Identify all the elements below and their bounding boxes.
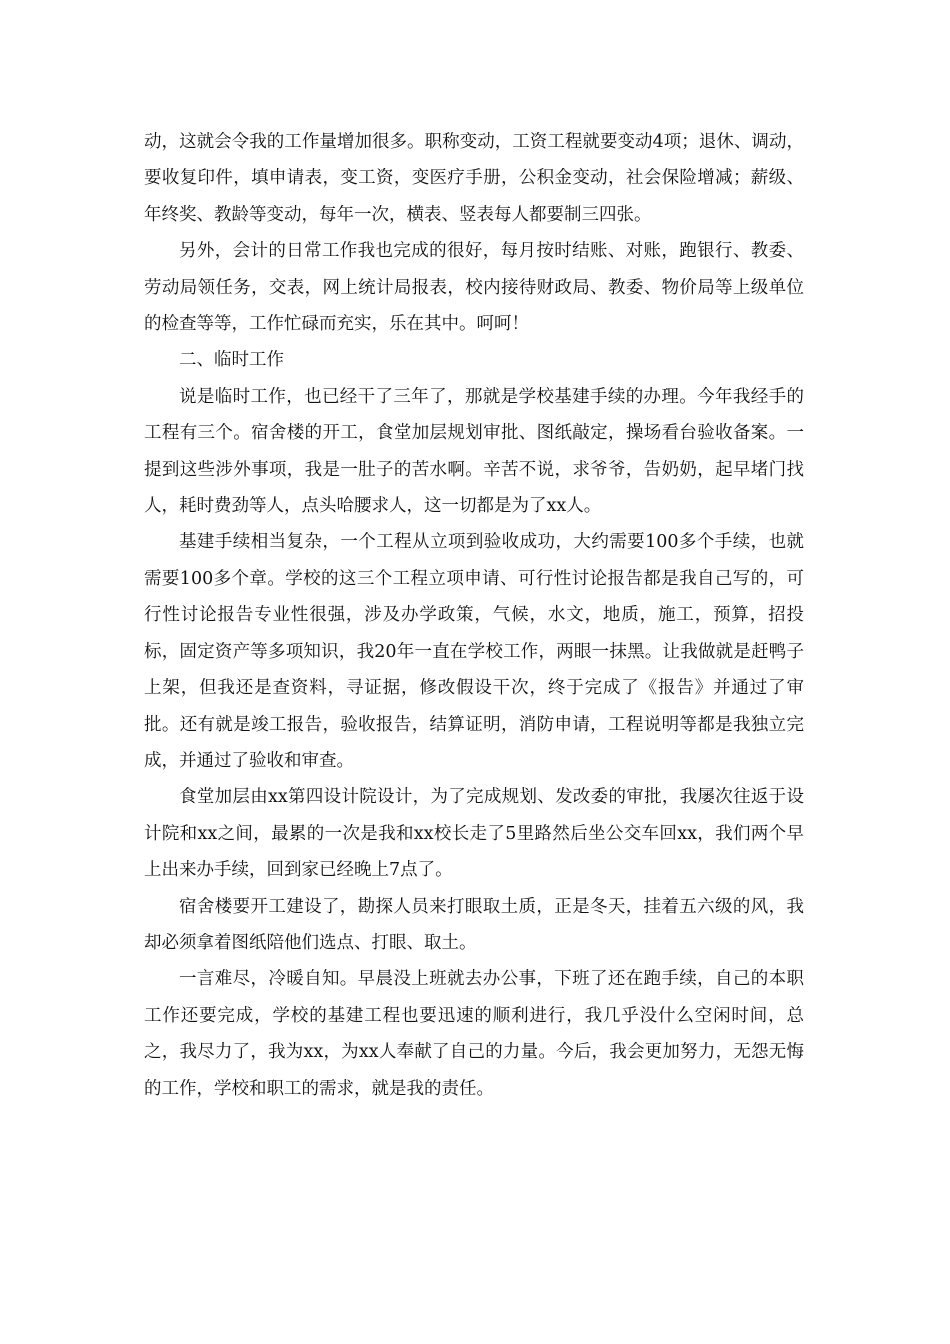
paragraph-accounting: 另外，会计的日常工作我也完成的很好，每月按时结账、对账，跑银行、教委、劳动局领任务，交表，网上统计局报表，校内接待财政局、教委、物价局等上级单位的检查等等，工作忙碌而充实，乐在其中。呵呵！ [144, 241, 804, 335]
document-body [144, 124, 804, 1107]
paragraph-temporary-work: 说是临时工作，也已经干了三年了，那就是学校基建手续的办理。今年我经手的工程有三个。宿舍楼的开工，食堂加层规划审批、图纸敲定，操场看台验收备案。一提到这些涉外事项，我是一肚子的苦水啊。辛苦不说，求爷爷，告奶奶，起早堵门找人，耗时费劲等人，点头哈腰求人，这一切都是为了xx人。 [144, 386, 804, 517]
paragraph-conclusion: 一言难尽，冷暖自知。早晨没上班就去办公事，下班了还在跑手续，自己的本职工作还要完成，学校的基建工程也要迅速的顺利进行，我几乎没什么空闲时间，总之，我尽力了，我为xx，为xx人奉献了自己的力量。今后，我会更加努力，无怨无悔的工作，学校和职工的需求，就是我的责任。 [144, 969, 804, 1099]
section-heading: 二、临时工作 [179, 350, 284, 371]
paragraph-continuation: 动，这就会令我的工作量增加很多。职称变动，工资工程就要变动4项；退休、调动，要收复印件，填申请表，变工资，变医疗手册，公积金变动，社会保险增减；薪级、年终奖、教龄等变动，每年一次，横表、竖表每人都要制三四张。 [144, 132, 804, 225]
paragraph-dormitory: 宿舍楼要开工建设了，勘探人员来打眼取土质，正是冬天，挂着五六级的风，我却必须拿着图纸陪他们选点、打眼、取土。 [144, 896, 804, 953]
paragraph-construction-procedures: 基建手续相当复杂，一个工程从立项到验收成功，大约需要100多个手续，也就需要100多个章。学校的这三个工程立项申请、可行性讨论报告都是我自己写的，可行性讨论报告专业性很强，涉及办学政策，气候，水文，地质，施工，预算，招投标，固定资产等多项知识，我20年一直在学校工作，两眼一抹黑。让我做就是赶鸭子上架，但我还是查资料，寻证据，修改假设干次，终于完成了《报告》并通过了审批。还有就是竣工报告，验收报告，结算证明，消防申请，工程说明等都是我独立完成，并通过了验收和审查。 [144, 532, 804, 771]
paragraph-canteen: 食堂加层由xx第四设计院设计，为了完成规划、发改委的审批，我屡次往返于设计院和xx之间，最累的一次是我和xx校长走了5里路然后坐公交车回xx，我们两个早上出来办手续，回到家已经晚上7点了。 [144, 787, 804, 881]
